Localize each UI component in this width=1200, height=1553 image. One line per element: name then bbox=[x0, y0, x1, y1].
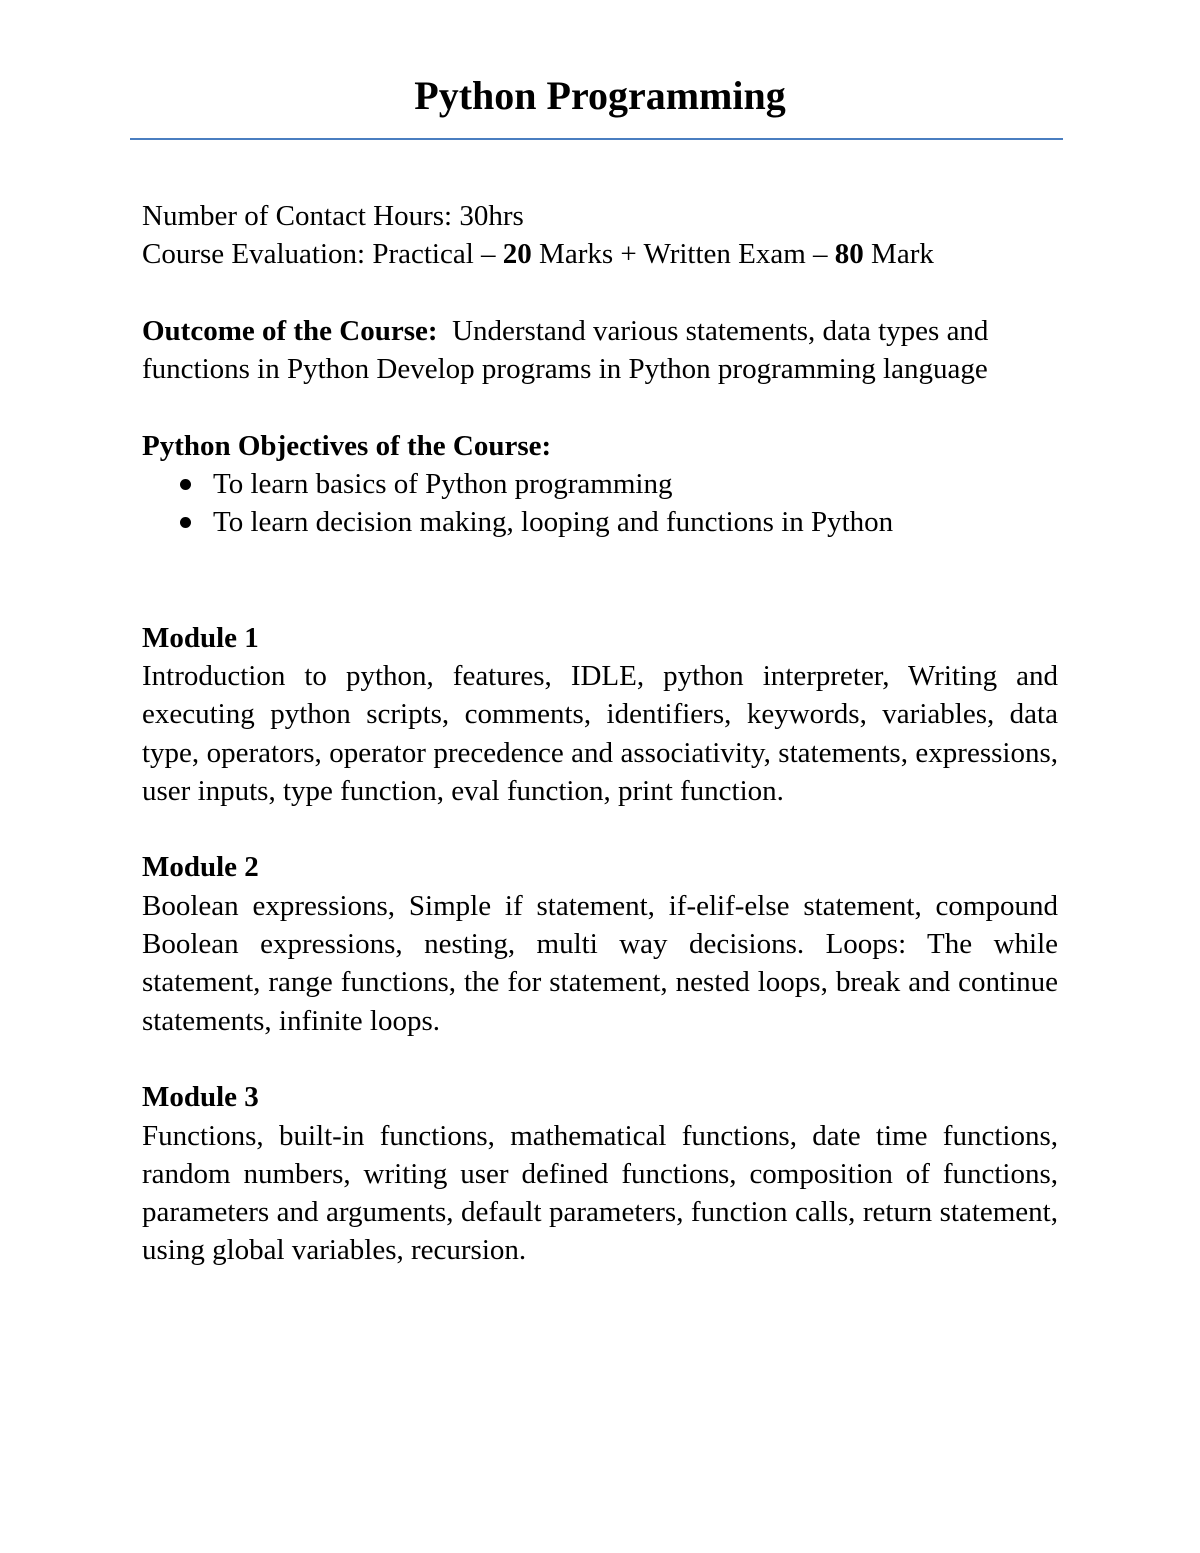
objectives-label: Python Objectives of the Course: bbox=[142, 429, 552, 462]
list-item bbox=[142, 503, 1058, 541]
module-heading: Module 2 bbox=[142, 851, 259, 884]
module-heading: Module 3 bbox=[142, 1081, 259, 1114]
written-marks: 80 bbox=[834, 238, 864, 271]
module-description: Functions, built-in functions, mathematical functions, date time functions, random numbers, writing user defined functions, composition of functions, parameters and arguments, default parameters, function calls, return statement, using global variables, recursion. bbox=[142, 1119, 1058, 1267]
practical-marks: 20 bbox=[502, 238, 532, 271]
objective-text: To learn basics of Python programming bbox=[213, 468, 673, 501]
objectives-list bbox=[142, 465, 1058, 542]
evaluation-suffix: Mark bbox=[863, 238, 934, 271]
page-title: Python Programming bbox=[414, 73, 786, 118]
module-3 bbox=[142, 1078, 1058, 1269]
outcome-text: Understand various statements, data types and functions in Python Develop programs in Python programming language bbox=[142, 314, 996, 386]
course-outcome bbox=[142, 312, 1058, 389]
title-divider bbox=[130, 138, 1063, 140]
module-2 bbox=[142, 848, 1058, 1039]
contact-hours: Number of Contact Hours: 30hrs bbox=[142, 200, 524, 232]
bullet-icon bbox=[180, 517, 191, 528]
objectives-heading bbox=[142, 427, 1058, 465]
module-description: Boolean expressions, Simple if statement, if-elif-else statement, compound Boolean expressions, nesting, multi way decisions. Loops: The while statement, range functions, the for statement, nested loops, break and continue statements, infinite loops. bbox=[142, 889, 1058, 1037]
document-body bbox=[142, 197, 1058, 1270]
course-evaluation bbox=[142, 235, 1058, 273]
list-item bbox=[142, 465, 1058, 503]
module-1 bbox=[142, 619, 1058, 810]
evaluation-middle: Marks + Written Exam – bbox=[531, 238, 835, 271]
evaluation-prefix: Course Evaluation: Practical – bbox=[142, 238, 503, 271]
outcome-label: Outcome of the Course: bbox=[142, 314, 438, 347]
objective-text: To learn decision making, looping and functions in Python bbox=[213, 506, 894, 539]
bullet-icon bbox=[180, 479, 191, 490]
module-description: Introduction to python, features, IDLE, python interpreter, Writing and executing python scripts, comments, identifiers, keywords, variables, data type, operators, operator precedence and associativity, statements, expressions, user inputs, type function, eval function, print function. bbox=[142, 659, 1058, 807]
module-heading: Module 1 bbox=[142, 621, 259, 654]
